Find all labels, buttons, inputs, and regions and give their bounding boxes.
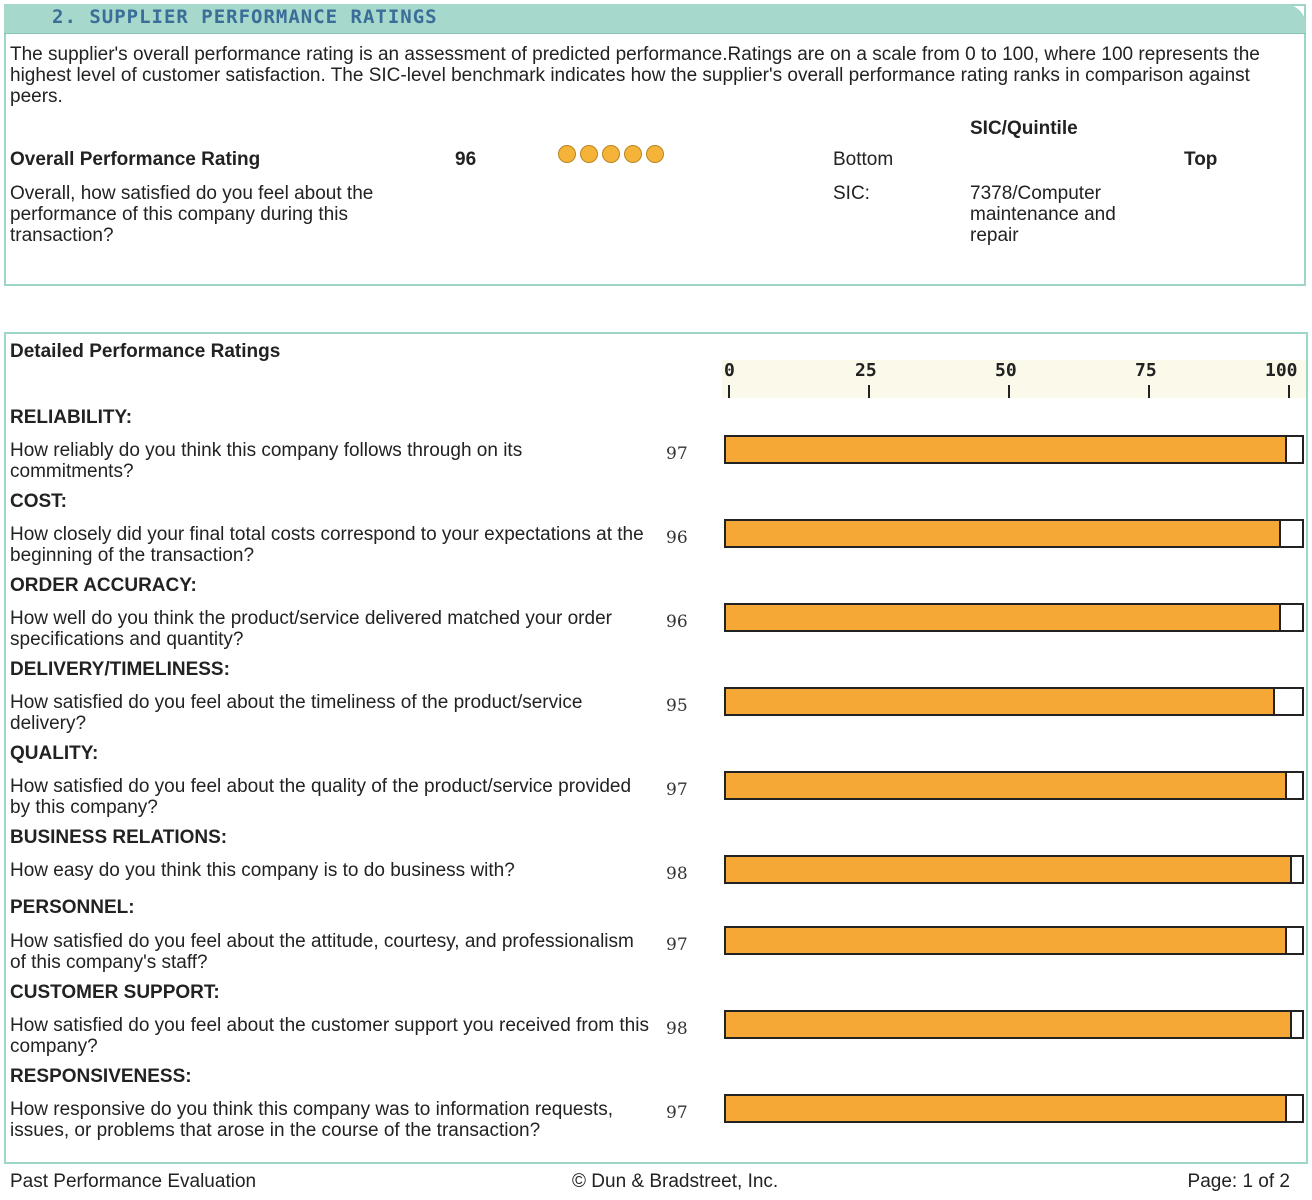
- rating-star-icon: [646, 145, 664, 163]
- scale-tick-mark: [868, 385, 870, 398]
- section-title: 2. SUPPLIER PERFORMANCE RATINGS: [52, 6, 438, 28]
- sic-quintile-header: SIC/Quintile: [970, 118, 1078, 139]
- rating-score-value: 98: [666, 1019, 688, 1039]
- rating-question: How easy do you think this company is to do business with?: [10, 860, 515, 881]
- footer-page-number: Page: 1 of 2: [1187, 1171, 1290, 1192]
- rating-category-label: ORDER ACCURACY:: [10, 575, 197, 596]
- scale-tick-label: 50: [995, 360, 1017, 381]
- rating-bar-track: [724, 771, 1304, 800]
- rating-bar: [726, 773, 1287, 798]
- rating-question: How satisfied do you feel about the customer support you received from this company?: [10, 1015, 649, 1057]
- rating-bar: [726, 1096, 1287, 1121]
- rating-bar-track: [724, 1094, 1304, 1123]
- rating-bar: [726, 689, 1275, 714]
- rating-star-icon: [558, 145, 576, 163]
- overall-rating-label: Overall Performance Rating: [10, 149, 261, 170]
- rating-score-value: 97: [666, 780, 688, 800]
- rating-question: How satisfied do you feel about the attitude, courtesy, and professionalism of this company's staff?: [10, 931, 634, 973]
- scale-tick-label: 25: [855, 360, 877, 381]
- rating-category-label: QUALITY:: [10, 743, 99, 764]
- rating-category-label: BUSINESS RELATIONS:: [10, 827, 228, 848]
- footer-left: Past Performance Evaluation: [10, 1171, 257, 1192]
- overall-rating-score: 96: [455, 149, 477, 170]
- rating-bar-track: [724, 1010, 1304, 1039]
- rating-star-icon: [624, 145, 642, 163]
- footer-center: © Dun & Bradstreet, Inc.: [572, 1171, 779, 1192]
- rating-category-label: RESPONSIVENESS:: [10, 1066, 192, 1087]
- rating-bar-track: [724, 687, 1304, 716]
- rating-score-value: 98: [666, 864, 688, 884]
- rating-question: How closely did your final total costs correspond to your expectations at the beginning of the transaction?: [10, 524, 644, 566]
- rating-bar: [726, 857, 1292, 882]
- scale-tick-mark: [1148, 385, 1150, 398]
- rating-category-label: RELIABILITY:: [10, 407, 133, 428]
- rating-question: How responsive do you think this company was to information requests, issues, or problems that arose in the course of the transaction?: [10, 1099, 614, 1141]
- sic-value: 7378/Computer maintenance and repair: [970, 183, 1116, 246]
- rating-star-icon: [580, 145, 598, 163]
- rating-category-label: PERSONNEL:: [10, 897, 135, 918]
- scale-tick-mark: [1288, 385, 1290, 398]
- rating-bar-track: [724, 603, 1304, 632]
- rating-category-label: CUSTOMER SUPPORT:: [10, 982, 220, 1003]
- rating-score-value: 95: [666, 696, 688, 716]
- scale-tick-label: 100: [1265, 360, 1298, 381]
- rating-bar: [726, 605, 1281, 630]
- rating-bar-track: [724, 435, 1304, 464]
- rating-category-label: COST:: [10, 491, 67, 512]
- rating-stars: [558, 145, 664, 163]
- overall-question: Overall, how satisfied do you feel about the performance of this company during this transaction?: [10, 183, 374, 246]
- rating-score-value: 97: [666, 1103, 688, 1123]
- rating-bar-track: [724, 519, 1304, 548]
- rating-score-value: 96: [666, 612, 688, 632]
- rating-bar: [726, 1012, 1292, 1037]
- scale-tick-mark: [1008, 385, 1010, 398]
- quintile-bottom-label: Bottom: [833, 149, 894, 170]
- rating-question: How satisfied do you feel about the timeliness of the product/service delivery?: [10, 692, 583, 734]
- rating-score-value: 97: [666, 444, 688, 464]
- rating-category-label: DELIVERY/TIMELINESS:: [10, 659, 230, 680]
- rating-bar-track: [724, 855, 1304, 884]
- rating-bar: [726, 521, 1281, 546]
- rating-question: How well do you think the product/service delivered matched your order specifications and quantity?: [10, 608, 612, 650]
- sic-label: SIC:: [833, 183, 870, 204]
- rating-star-icon: [602, 145, 620, 163]
- rating-question: How reliably do you think this company follows through on its commitments?: [10, 440, 523, 482]
- rating-score-value: 97: [666, 935, 688, 955]
- intro-text: The supplier's overall performance rating is an assessment of predicted performance.Ratings are on a scale from 0 to 100, where 100 represents the highest level of customer satisfaction. The SIC-level benchmark indicates how the supplier's overall performance rating ranks in comparison against peers.: [10, 44, 1260, 107]
- quintile-top-label: Top: [1184, 149, 1218, 170]
- rating-bar-track: [724, 926, 1304, 955]
- scale-tick-label: 0: [724, 360, 735, 381]
- detailed-ratings-title: Detailed Performance Ratings: [10, 341, 281, 362]
- scale-tick-label: 75: [1135, 360, 1157, 381]
- scale-tick-mark: [728, 385, 730, 398]
- rating-score-value: 96: [666, 528, 688, 548]
- rating-bar: [726, 928, 1287, 953]
- rating-bar: [726, 437, 1287, 462]
- rating-question: How satisfied do you feel about the quality of the product/service provided by this company?: [10, 776, 632, 818]
